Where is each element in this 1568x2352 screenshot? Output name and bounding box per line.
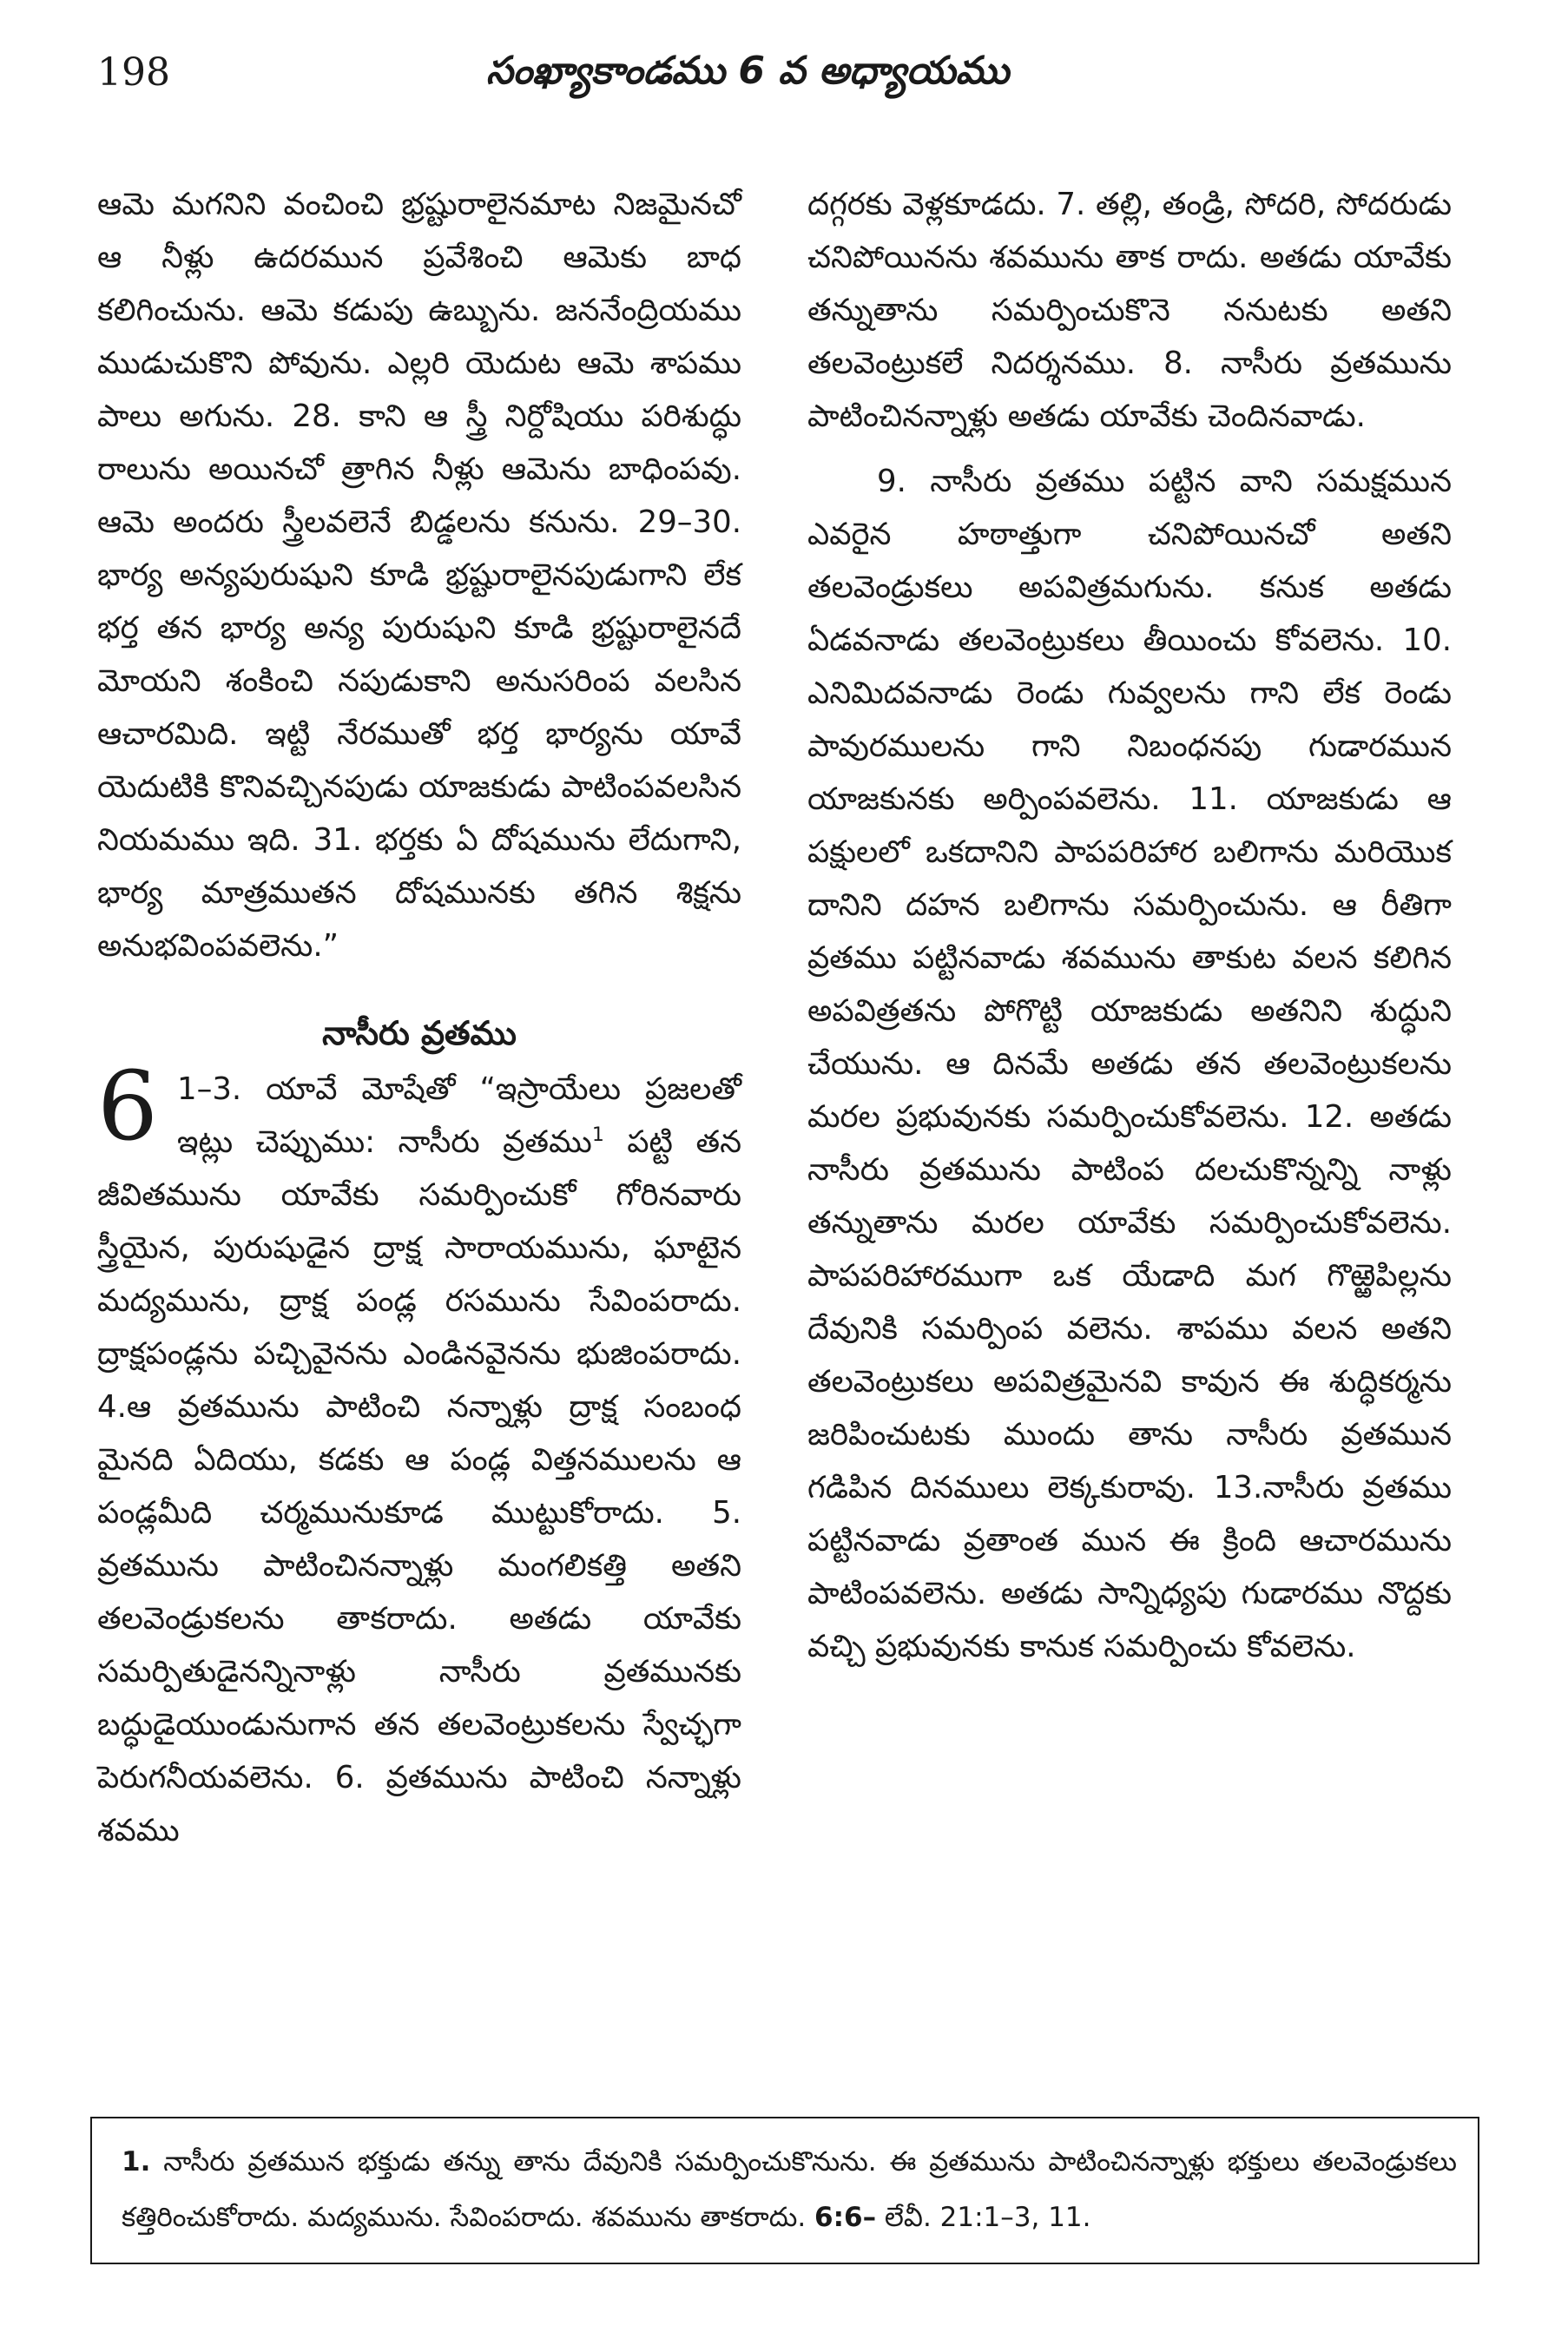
body-text: 1–3. యావే మోషేతో “ఇస్రాయేలు ప్రజలతో ఇట్లు చెప్పుము: నాసీరు వ్రతము — [177, 1071, 741, 1160]
chapter-number: 6 — [97, 1051, 158, 1162]
body-text: పట్టి తన జీవితమును యావేకు సమర్పించుకో గోరినవారు స్త్రీయైన, పురుషుడైన ద్రాక్ష సారాయమును, ఘాటైన మద్యమును, ద్రాక్ష పండ్ల రసమును సేవింపరాదు. ద్రాక్షపండ్లను పచ్చివైనను ఎండినవైనను భుజింపరాదు. 4.ఆ వ్రతమును పాటించి నన్నాళ్లు ద్రాక్ష సంబంధ మైనది ఏదియు, కడకు ఆ పండ్ల విత్తనములను ఆ పండ్లమీది చర్మమునుకూడ ముట్టుకోరాదు. 5. వ్రతమును పాటించినన్నాళ్లు మంగలికత్తి అతని తలవెండ్రుకలను తాకరాదు. అతడు యావేకు సమర్పితుడైనన్నినాళ్లు నాసీరు వ్రతమునకు బద్ధుడైయుండునుగాన తన తలవెంట్రుకలను స్వేచ్ఛగా పెరుగనీయవలెను. 6. వ్రతమును పాటించి నన్నాళ్లు శవము — [97, 1124, 741, 1848]
footnote-box — [90, 2117, 1479, 2264]
footnote-reference-text: లేవీ. 21:1–3, 11. — [876, 2202, 1091, 2233]
footnote-number: 1. — [122, 2146, 151, 2177]
footnote-marker: 1 — [591, 1124, 604, 1147]
footnote-reference-label: 6:6– — [814, 2202, 877, 2233]
body-paragraph: 9. నాసీరు వ్రతము పట్టిన వాని సమక్షమున ఎవరైన హఠాత్తుగా చనిపోయినచో అతని తలవెండ్రుకలు అపవిత్రమగును. కనుక అతడు ఏడవనాడు తలవెంట్రుకలు తీయించు కోవలెను. 10. ఎనిమిదవనాడు రెండు గువ్వలను గాని లేక రెండు పావురములను గాని నిబంధనపు గుడారమున యాజకునకు అర్పింపవలెను. 11. యాజకుడు ఆ పక్షులలో ఒకదానిని పాపపరిహార బలిగాను మరియొక దానిని దహన బలిగాను సమర్పించును. ఆ రీతిగా వ్రతము పట్టినవాడు శవమును తాకుట వలన కలిగిన అపవిత్రతను పోగొట్టి యాజకుడు అతనిని శుద్ధుని చేయును. ఆ దినమే అతడు తన తలవెంట్రుకలను మరల ప్రభువునకు సమర్పించుకోవలెను. 12. అతడు నాసీరు వ్రతమును పాటింప దలచుకొన్నన్ని నాళ్లు తన్నుతాను మరల యావేకు సమర్పించుకోవలెను. పాపపరిహారముగా ఒక యేడాది మగ గొఱ్ఱెపిల్లను దేవునికి సమర్పింప వలెను. శాపము వలన అతని తలవెంట్రుకలు అపవిత్రమైనవి కావున ఈ శుద్ధికర్మను జరిపించుటకు ముందు తాను నాసీరు వ్రతమున గడిపిన దినములు లెక్కకురావు. 13.నాసీరు వ్రతము పట్టినవాడు వ్రతాంత మున ఈ క్రింది ఆచారమును పాటింపవలెను. అతడు సాన్నిధ్యపు గుడారము నొద్దకు వచ్చి ప్రభువునకు కానుక సమర్పించు కోవలెను. — [807, 464, 1452, 1664]
chapter-opening-paragraph — [97, 1051, 741, 1857]
right-column — [807, 178, 1452, 1673]
running-head: సంఖ్యాకాండము 6 వ అధ్యాయము — [486, 49, 1010, 93]
section-heading: నాసీరు వ్రతము — [322, 1014, 517, 1052]
body-paragraph: ఆమె మగనిని వంచించి భ్రష్టురాలైనమాట నిజమైనచో ఆ నీళ్లు ఉదరమున ప్రవేశించి ఆమెకు బాధ కలిగించును. ఆమె కడుపు ఉబ్బును. జననేంద్రియము ముడుచుకొని పోవును. ఎల్లరి యెదుట ఆమె శాపము పాలు అగును. 28. కాని ఆ స్త్రీ నిర్దోషియు పరిశుద్ధు రాలును అయినచో త్రాగిన నీళ్లు ఆమెను బాధింపవు. ఆమె అందరు స్త్రీలవలెనే బిడ్డలను కనును. 29–30. భార్య అన్యపురుషుని కూడి భ్రష్టురాలైనపుడుగాని లేక భర్త తన భార్య అన్య పురుషుని కూడి భ్రష్టురాలైనదే మోయని శంకించి నపుడుకాని అనుసరింప వలసిన ఆచారమిది. ఇట్టి నేరముతో భర్త భార్యను యావే యెదుటికి కొనివచ్చినపుడు యాజకుడు పాటింపవలసిన నియమము ఇది. 31. భర్తకు ఏ దోషమును లేదుగాని, భార్య మాత్రముతన దోషమునకు తగిన శిక్షను అనుభవింపవలెను.” — [97, 187, 741, 964]
page-number: 198 — [97, 50, 170, 95]
left-column — [97, 178, 741, 1857]
body-paragraph: దగ్గరకు వెళ్లకూడదు. 7. తల్లి, తండ్రి, సోదరి, సోదరుడు చనిపోయినను శవమును తాక రాదు. అతడు యావేకు తన్నుతాను సమర్పించుకొనె ననుటకు అతని తలవెంట్రుకలే నిదర్శనము. 8. నాసీరు వ్రతమును పాటించినన్నాళ్లు అతడు యావేకు చెందినవాడు. — [807, 187, 1452, 434]
footnote-text: నాసీరు వ్రతమున భక్తుడు తన్ను తాను దేవునికి సమర్పించుకొనును. ఈ వ్రతమును పాటించినన్నాళ్లు భక్తులు తలవెండ్రుకలు కత్తిరించుకోరాదు. మద్యమును. సేవింపరాదు. శవమును తాకరాదు. — [122, 2146, 1457, 2233]
